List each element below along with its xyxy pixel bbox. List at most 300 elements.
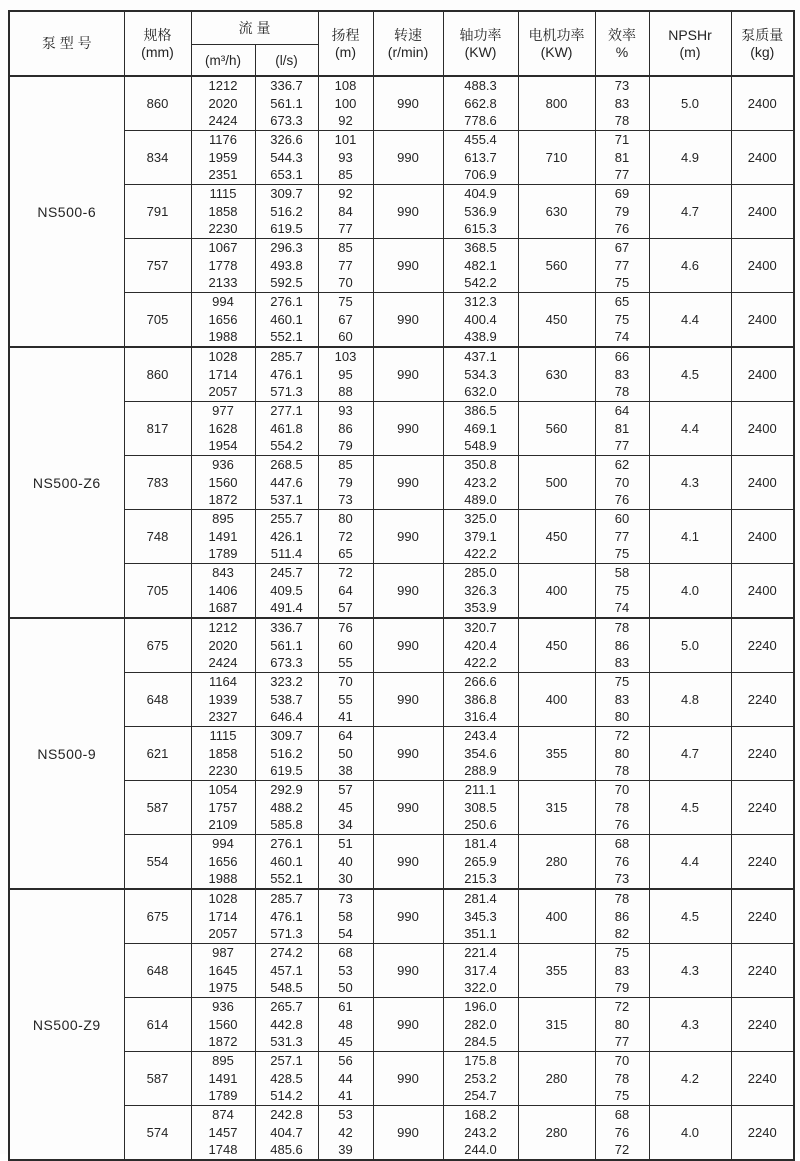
spec-cell: 791	[124, 185, 191, 239]
shaft-power-cell-line: 368.5	[464, 240, 497, 256]
npshr-cell: 4.6	[649, 239, 731, 293]
efficiency-cell-line: 78	[614, 384, 630, 400]
head-cell-line: 45	[338, 799, 353, 815]
flow-ls-cell-line: 409.5	[270, 582, 303, 598]
efficiency-cell-line: 76	[614, 1124, 630, 1140]
npshr-cell: 4.3	[649, 944, 731, 998]
flow-ls-cell	[255, 889, 318, 944]
flow-m3h-cell-line: 994	[212, 294, 234, 310]
spec-cell: 817	[124, 402, 191, 456]
head-cell	[318, 835, 373, 890]
shaft-power-cell	[443, 1106, 518, 1161]
flow-ls-cell-line: 285.7	[270, 891, 303, 907]
head-cell	[318, 510, 373, 564]
motor-power-cell: 800	[518, 76, 595, 131]
spec-cell: 705	[124, 293, 191, 348]
efficiency-cell-line: 76	[614, 817, 630, 833]
flow-ls-cell-line: 673.3	[270, 113, 303, 129]
speed-cell: 990	[373, 944, 443, 998]
flow-ls-cell-line: 461.8	[270, 420, 303, 436]
pump-mass-cell: 2400	[731, 185, 794, 239]
flow-m3h-cell	[191, 239, 255, 293]
pump-mass-cell: 2240	[731, 998, 794, 1052]
flow-m3h-cell	[191, 456, 255, 510]
flow-ls-cell-line: 476.1	[270, 366, 303, 382]
spec-cell: 675	[124, 618, 191, 673]
speed-cell: 990	[373, 131, 443, 185]
head-cell-line: 73	[338, 891, 353, 907]
flow-ls-cell-line: 673.3	[270, 655, 303, 671]
flow-ls-cell-line: 309.7	[270, 186, 303, 202]
flow-ls-cell	[255, 131, 318, 185]
efficiency-cell	[595, 239, 649, 293]
header-motor-power	[518, 11, 595, 76]
flow-ls-cell	[255, 347, 318, 402]
speed-cell: 990	[373, 673, 443, 727]
shaft-power-cell-line: 778.6	[464, 113, 497, 129]
npshr-cell: 4.1	[649, 510, 731, 564]
head-cell-line: 85	[338, 167, 353, 183]
motor-power-cell: 315	[518, 781, 595, 835]
flow-ls-cell	[255, 510, 318, 564]
flow-m3h-cell	[191, 944, 255, 998]
flow-m3h-cell	[191, 131, 255, 185]
efficiency-cell-line: 78	[614, 891, 630, 907]
flow-m3h-cell-line: 994	[212, 836, 234, 852]
table-row	[9, 76, 794, 131]
efficiency-cell-line: 58	[614, 565, 630, 581]
shaft-power-cell-line: 326.3	[464, 582, 497, 598]
shaft-power-cell-line: 284.5	[464, 1034, 497, 1050]
flow-ls-cell-line: 268.5	[270, 457, 303, 473]
flow-ls-cell-line: 274.2	[270, 945, 303, 961]
flow-m3h-cell	[191, 618, 255, 673]
npshr-cell: 4.5	[649, 889, 731, 944]
spec-cell: 574	[124, 1106, 191, 1161]
flow-ls-cell-line: 561.1	[270, 637, 303, 653]
header-npshr	[649, 11, 731, 76]
head-cell-line: 72	[338, 528, 353, 544]
shaft-power-cell-line: 168.2	[464, 1107, 497, 1123]
pump-model-name: NS500-9	[9, 618, 124, 889]
efficiency-cell	[595, 1106, 649, 1161]
flow-m3h-cell-line: 977	[212, 403, 234, 419]
efficiency-cell-line: 78	[614, 799, 630, 815]
npshr-cell: 4.5	[649, 781, 731, 835]
flow-m3h-cell-line: 1491	[208, 528, 238, 544]
flow-ls-cell-line: 554.2	[270, 438, 303, 454]
flow-ls-cell	[255, 239, 318, 293]
shaft-power-cell-line: 379.1	[464, 528, 497, 544]
flow-ls-cell-line: 476.1	[270, 908, 303, 924]
header-flow-m3h: (m³/h)	[191, 45, 255, 77]
flow-m3h-cell-line: 1656	[208, 853, 238, 869]
efficiency-cell	[595, 76, 649, 131]
flow-m3h-cell-line: 936	[212, 457, 234, 473]
shaft-power-cell	[443, 456, 518, 510]
flow-m3h-cell-line: 1164	[209, 674, 237, 690]
shaft-power-cell-line: 423.2	[464, 474, 497, 490]
efficiency-cell-line: 83	[614, 366, 630, 382]
spec-cell: 860	[124, 347, 191, 402]
efficiency-cell-line: 72	[614, 999, 630, 1015]
head-cell-line: 95	[338, 366, 353, 382]
flow-m3h-cell-line: 1628	[208, 420, 238, 436]
flow-m3h-cell-line: 2109	[208, 817, 238, 833]
flow-m3h-cell-line: 1789	[208, 1088, 238, 1104]
flow-m3h-cell-line: 1778	[208, 257, 238, 273]
efficiency-cell-line: 76	[614, 492, 630, 508]
pump-mass-cell: 2240	[731, 944, 794, 998]
shaft-power-cell-line: 632.0	[464, 384, 497, 400]
flow-m3h-cell-line: 843	[212, 565, 234, 581]
flow-ls-cell-line: 447.6	[270, 474, 303, 490]
flow-ls-cell	[255, 456, 318, 510]
npshr-cell: 4.0	[649, 1106, 731, 1161]
header-row-top	[9, 11, 794, 45]
flow-m3h-cell	[191, 1052, 255, 1106]
shaft-power-cell-line: 438.9	[464, 329, 497, 345]
head-cell-line: 30	[338, 871, 353, 887]
motor-power-cell: 280	[518, 1106, 595, 1161]
head-cell-line: 79	[338, 474, 353, 490]
pump-mass-cell: 2240	[731, 727, 794, 781]
head-cell-line: 93	[338, 403, 353, 419]
motor-power-cell: 280	[518, 835, 595, 890]
speed-cell: 990	[373, 293, 443, 348]
efficiency-cell-line: 76	[614, 853, 630, 869]
speed-cell: 990	[373, 402, 443, 456]
speed-cell: 990	[373, 510, 443, 564]
head-cell-line: 58	[338, 908, 353, 924]
shaft-power-cell-line: 282.0	[464, 1016, 497, 1032]
efficiency-cell-line: 78	[614, 113, 630, 129]
header-motor-power-unit: (KW)	[540, 43, 573, 60]
shaft-power-cell-line: 404.9	[464, 186, 497, 202]
spec-cell: 783	[124, 456, 191, 510]
flow-ls-cell-line: 255.7	[270, 511, 303, 527]
flow-ls-cell	[255, 781, 318, 835]
efficiency-cell-line: 72	[614, 1142, 630, 1158]
head-cell-line: 92	[338, 186, 353, 202]
flow-ls-cell-line: 485.6	[270, 1142, 303, 1158]
shaft-power-cell-line: 437.1	[464, 349, 497, 365]
shaft-power-cell-line: 455.4	[464, 132, 497, 148]
flow-ls-cell-line: 531.3	[270, 1034, 303, 1050]
shaft-power-cell-line: 322.0	[464, 980, 497, 996]
head-cell-line: 50	[338, 745, 353, 761]
flow-m3h-cell-line: 1560	[208, 1016, 238, 1032]
flow-m3h-cell	[191, 402, 255, 456]
head-cell	[318, 998, 373, 1052]
header-shaft-power-unit: (KW)	[464, 43, 497, 60]
table-row	[9, 564, 794, 619]
flow-ls-cell-line: 276.1	[270, 836, 303, 852]
flow-ls-cell-line: 460.1	[270, 311, 303, 327]
efficiency-cell	[595, 781, 649, 835]
efficiency-cell-line: 64	[614, 403, 630, 419]
header-npshr-unit: (m)	[679, 43, 701, 60]
shaft-power-cell-line: 422.2	[464, 655, 497, 671]
table-row	[9, 998, 794, 1052]
shaft-power-cell-line: 316.4	[464, 709, 497, 725]
flow-ls-cell-line: 619.5	[270, 221, 303, 237]
efficiency-cell	[595, 673, 649, 727]
shaft-power-cell-line: 662.8	[464, 95, 497, 111]
shaft-power-cell-line: 320.7	[464, 620, 497, 636]
table-row	[9, 239, 794, 293]
efficiency-cell-line: 80	[614, 745, 630, 761]
head-cell	[318, 131, 373, 185]
shaft-power-cell-line: 354.6	[464, 745, 497, 761]
efficiency-cell-line: 77	[614, 438, 630, 454]
shaft-power-cell-line: 469.1	[464, 420, 497, 436]
head-cell-line: 65	[338, 546, 353, 562]
efficiency-cell-line: 74	[614, 600, 630, 616]
efficiency-cell-line: 77	[614, 257, 630, 273]
table-row	[9, 347, 794, 402]
table-row	[9, 889, 794, 944]
head-cell-line: 54	[338, 926, 353, 942]
flow-m3h-cell-line: 2057	[208, 926, 238, 942]
pump-model-name: NS500-6	[9, 76, 124, 347]
flow-m3h-cell-line: 1115	[209, 186, 237, 202]
shaft-power-cell-line: 353.9	[464, 600, 497, 616]
shaft-power-cell-line: 325.0	[464, 511, 497, 527]
spec-cell: 860	[124, 76, 191, 131]
efficiency-cell-line: 65	[614, 294, 630, 310]
shaft-power-cell-line: 350.8	[464, 457, 497, 473]
head-cell-line: 93	[338, 149, 353, 165]
flow-ls-cell-line: 404.7	[270, 1124, 303, 1140]
flow-m3h-cell-line: 1988	[208, 329, 238, 345]
head-cell-line: 60	[338, 637, 353, 653]
efficiency-cell-line: 67	[614, 240, 630, 256]
shaft-power-cell-line: 351.1	[464, 926, 497, 942]
shaft-power-cell-line: 288.9	[464, 763, 497, 779]
flow-ls-cell-line: 245.7	[270, 565, 303, 581]
motor-power-cell: 450	[518, 293, 595, 348]
flow-m3h-cell-line: 1212	[208, 620, 238, 636]
flow-m3h-cell-line: 1406	[208, 582, 238, 598]
efficiency-cell-line: 62	[614, 457, 630, 473]
flow-ls-cell-line: 265.7	[270, 999, 303, 1015]
efficiency-cell	[595, 293, 649, 348]
head-cell	[318, 727, 373, 781]
shaft-power-cell-line: 196.0	[464, 999, 497, 1015]
speed-cell: 990	[373, 889, 443, 944]
pump-mass-cell: 2400	[731, 564, 794, 619]
spec-cell: 621	[124, 727, 191, 781]
flow-m3h-cell-line: 1212	[208, 78, 238, 94]
shaft-power-cell-line: 386.5	[464, 403, 497, 419]
head-cell-line: 55	[338, 691, 353, 707]
shaft-power-cell-line: 243.4	[464, 728, 497, 744]
spec-cell: 554	[124, 835, 191, 890]
speed-cell: 990	[373, 781, 443, 835]
spec-cell: 705	[124, 564, 191, 619]
shaft-power-cell-line: 181.4	[464, 836, 497, 852]
shaft-power-cell	[443, 618, 518, 673]
head-cell	[318, 239, 373, 293]
efficiency-cell-line: 73	[614, 871, 630, 887]
head-cell-line: 92	[338, 113, 353, 129]
efficiency-cell-line: 68	[614, 1107, 630, 1123]
flow-ls-cell-line: 323.2	[270, 674, 303, 690]
spec-cell: 648	[124, 944, 191, 998]
pump-mass-cell: 2400	[731, 76, 794, 131]
pump-spec-table	[8, 10, 795, 1161]
flow-ls-cell-line: 548.5	[270, 980, 303, 996]
efficiency-cell	[595, 456, 649, 510]
head-cell-line: 68	[338, 945, 353, 961]
shaft-power-cell-line: 706.9	[464, 167, 497, 183]
efficiency-cell-line: 81	[614, 420, 630, 436]
header-shaft-power-label: 轴功率	[459, 26, 502, 43]
head-cell-line: 70	[338, 674, 353, 690]
motor-power-cell: 450	[518, 618, 595, 673]
efficiency-cell-line: 69	[614, 186, 630, 202]
shaft-power-cell-line: 254.7	[464, 1088, 497, 1104]
efficiency-cell-line: 79	[614, 203, 630, 219]
flow-ls-cell	[255, 293, 318, 348]
head-cell-line: 57	[338, 782, 353, 798]
spec-cell: 675	[124, 889, 191, 944]
speed-cell: 990	[373, 185, 443, 239]
shaft-power-cell-line: 308.5	[464, 799, 497, 815]
flow-m3h-cell-line: 1115	[209, 728, 237, 744]
spec-cell: 614	[124, 998, 191, 1052]
model-block	[9, 347, 794, 618]
head-cell-line: 57	[338, 600, 353, 616]
efficiency-cell-line: 73	[614, 78, 630, 94]
flow-m3h-cell	[191, 998, 255, 1052]
head-cell-line: 40	[338, 853, 353, 869]
shaft-power-cell	[443, 402, 518, 456]
header-efficiency-label: 效率	[608, 26, 637, 43]
flow-ls-cell-line: 292.9	[270, 782, 303, 798]
shaft-power-cell-line: 253.2	[464, 1070, 497, 1086]
shaft-power-cell-line: 281.4	[464, 891, 497, 907]
header-npshr-label: NPSHr	[668, 26, 712, 43]
npshr-cell: 4.9	[649, 131, 731, 185]
speed-cell: 990	[373, 1052, 443, 1106]
head-cell-line: 53	[338, 1107, 353, 1123]
shaft-power-cell-line: 548.9	[464, 438, 497, 454]
flow-ls-cell-line: 511.4	[270, 546, 303, 562]
table-row	[9, 402, 794, 456]
efficiency-cell-line: 80	[614, 709, 630, 725]
head-cell-line: 60	[338, 329, 353, 345]
flow-ls-cell	[255, 76, 318, 131]
pump-mass-cell: 2240	[731, 889, 794, 944]
npshr-cell: 5.0	[649, 618, 731, 673]
flow-m3h-cell-line: 874	[212, 1107, 234, 1123]
flow-ls-cell-line: 460.1	[270, 853, 303, 869]
spec-cell: 587	[124, 1052, 191, 1106]
flow-ls-cell-line: 552.1	[270, 871, 303, 887]
efficiency-cell-line: 74	[614, 329, 630, 345]
efficiency-cell-line: 66	[614, 349, 630, 365]
efficiency-cell-line: 75	[614, 582, 630, 598]
flow-ls-cell-line: 426.1	[270, 528, 303, 544]
shaft-power-cell-line: 420.4	[464, 637, 497, 653]
shaft-power-cell-line: 489.0	[464, 492, 497, 508]
table-row	[9, 456, 794, 510]
efficiency-cell-line: 83	[614, 962, 630, 978]
shaft-power-cell-line: 422.2	[464, 546, 497, 562]
efficiency-cell-line: 79	[614, 980, 630, 996]
flow-m3h-cell-line: 1714	[208, 908, 238, 924]
head-cell-line: 64	[338, 582, 353, 598]
motor-power-cell: 450	[518, 510, 595, 564]
flow-m3h-cell-line: 1054	[208, 782, 238, 798]
speed-cell: 990	[373, 618, 443, 673]
pump-mass-cell: 2400	[731, 347, 794, 402]
flow-m3h-cell-line: 1757	[208, 799, 238, 815]
header-flow: 流 量	[191, 11, 318, 45]
flow-ls-cell-line: 285.7	[270, 349, 303, 365]
flow-m3h-cell	[191, 185, 255, 239]
header-pump-mass	[731, 11, 794, 76]
npshr-cell: 4.7	[649, 727, 731, 781]
shaft-power-cell-line: 244.0	[464, 1142, 497, 1158]
motor-power-cell: 400	[518, 673, 595, 727]
flow-ls-cell	[255, 402, 318, 456]
npshr-cell: 5.0	[649, 76, 731, 131]
head-cell-line: 101	[334, 132, 357, 148]
efficiency-cell-line: 80	[614, 1016, 630, 1032]
pump-mass-cell: 2400	[731, 239, 794, 293]
header-spec-label: 规格	[143, 26, 172, 43]
flow-ls-cell	[255, 998, 318, 1052]
flow-m3h-cell	[191, 1106, 255, 1161]
head-cell-line: 45	[338, 1034, 353, 1050]
head-cell-line: 41	[338, 709, 353, 725]
efficiency-cell	[595, 618, 649, 673]
flow-m3h-cell	[191, 673, 255, 727]
efficiency-cell-line: 70	[614, 474, 630, 490]
head-cell-line: 72	[338, 565, 353, 581]
pump-mass-cell: 2240	[731, 781, 794, 835]
flow-ls-cell-line: 493.8	[270, 257, 303, 273]
shaft-power-cell	[443, 239, 518, 293]
shaft-power-cell-line: 534.3	[464, 366, 497, 382]
head-cell-line: 86	[338, 420, 353, 436]
efficiency-cell-line: 75	[614, 1088, 630, 1104]
shaft-power-cell	[443, 564, 518, 619]
flow-ls-cell	[255, 673, 318, 727]
model-block	[9, 618, 794, 889]
flow-m3h-cell-line: 1687	[208, 600, 238, 616]
pump-mass-cell: 2240	[731, 835, 794, 890]
flow-ls-cell-line: 428.5	[270, 1070, 303, 1086]
flow-ls-cell-line: 592.5	[270, 275, 303, 291]
header-shaft-power	[443, 11, 518, 76]
flow-m3h-cell	[191, 835, 255, 890]
flow-m3h-cell-line: 1975	[208, 980, 238, 996]
head-cell-line: 61	[338, 999, 353, 1015]
head-cell-line: 77	[338, 221, 353, 237]
table-row	[9, 673, 794, 727]
flow-m3h-cell	[191, 564, 255, 619]
header-head-label: 扬程	[331, 26, 360, 43]
header-speed	[373, 11, 443, 76]
speed-cell: 990	[373, 76, 443, 131]
flow-m3h-cell-line: 1714	[208, 366, 238, 382]
spec-cell: 834	[124, 131, 191, 185]
efficiency-cell	[595, 185, 649, 239]
